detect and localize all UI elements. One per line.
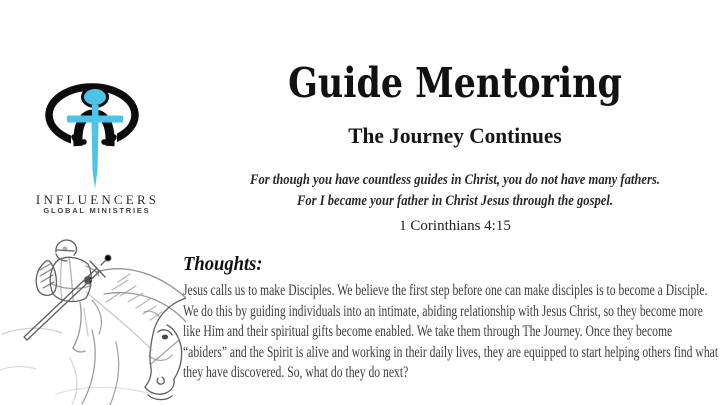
verse-line-1: For though you have countless guides in Christ, you do not have many fathers. [250,172,660,188]
knight-horse-sketch [0,238,186,405]
influencers-logo-icon [31,82,155,194]
header [190,0,720,250]
page-title: Guide Mentoring [288,59,622,107]
thoughts-paragraph: Jesus calls us to make Disciples. We believe the first step before one can make disciples is to become a Disciple. We do this by guiding individuals into an intimate, abiding relationship with Jesus Christ, so they become more like Him and their spiritual gifts become enabled. We take them through The Journey. Once they become “abiders” and the Spirit is alive and working in their daily lives, they are equipped to start helping others find what they have discovered. So, what do they do next? [183,282,719,382]
page-subtitle: The Journey Continues [348,123,562,148]
org-name: INFLUENCERS [35,192,160,207]
verse-line-2: For I became your father in Christ Jesus through the gospel. [296,193,614,209]
verse-reference: 1 Corinthians 4:15 [399,218,511,234]
org-subtitle: GLOBAL MINISTRIES [43,206,151,215]
thoughts-heading: Thoughts: [183,253,263,275]
